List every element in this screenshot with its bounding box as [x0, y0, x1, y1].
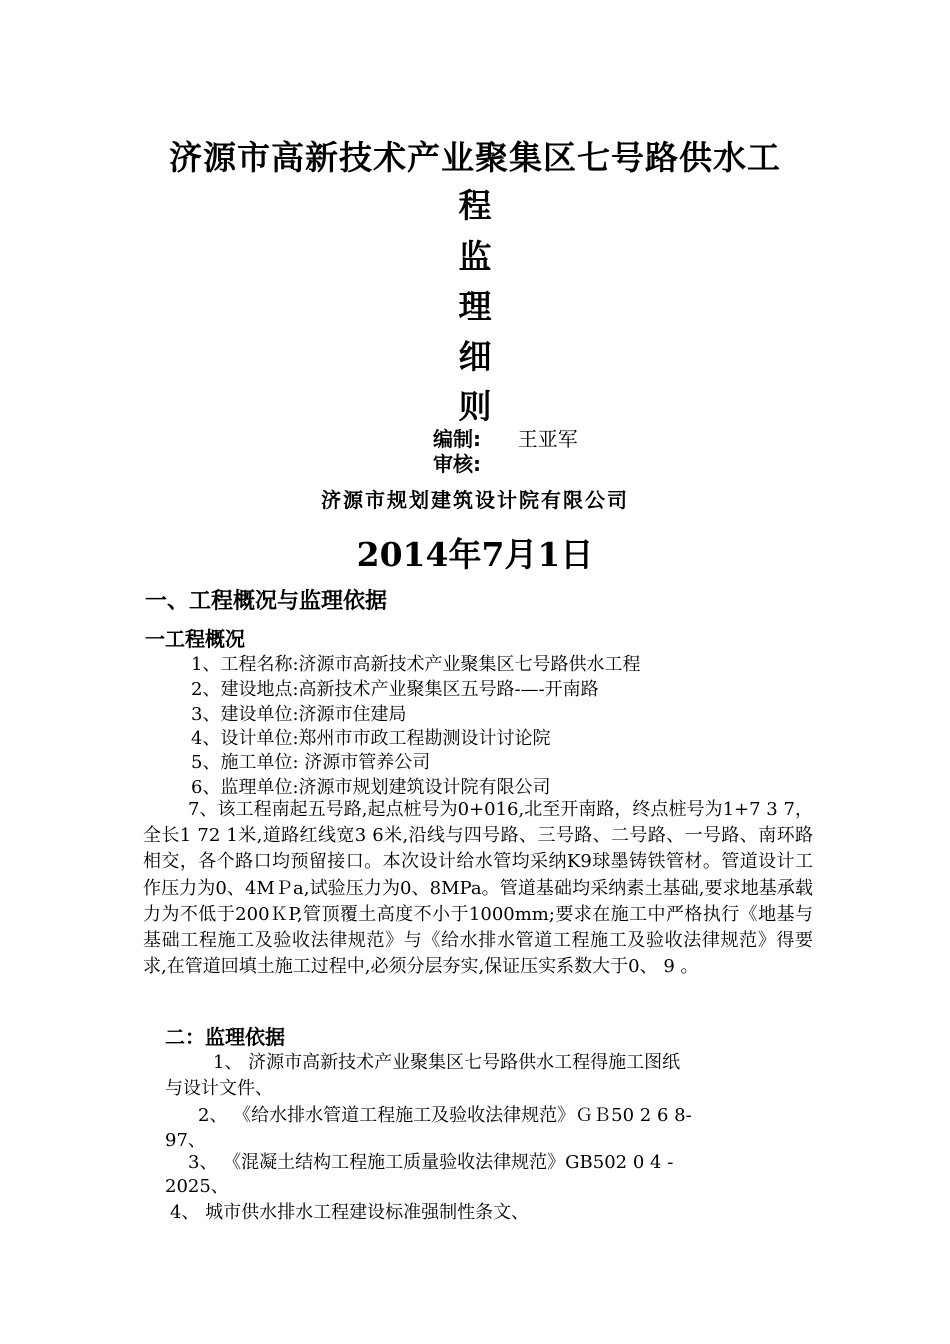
basis-item-3-line1: 3、 《混凝土结构工程施工质量验收法律规范》GB502 0 4 - [188, 1152, 674, 1173]
title-char-1: 监 [458, 237, 492, 276]
document-date: 2014年7月1日 [356, 535, 594, 574]
list-item: 5、施工单位: 济源市管养公司 [191, 752, 431, 773]
document-title-line1: 济源市高新技术产业聚集区七号路供水工 [169, 138, 781, 177]
reviewer-line [433, 448, 481, 477]
reviewer-label: 审核: [433, 452, 481, 476]
basis-item-4-line1: 4、 城市供水排水工程建设标准强制性条文、 [170, 1202, 530, 1223]
project-description-paragraph: 7、该工程南起五号路,起点桩号为0+016,北至开南路，终点桩号为1+7 3 7，全长1 72 1米,道路红线宽3 6米,沿线与四号路、三号路、二号路、一号路、南环路相交，各个路口均预留接口。本次设计给水管均采纳K9球墨铸铁管材。管道设计工作压力为0、4MＰa,试验压力为0、8MPa。管道基础均采纳素土基础,要求地基承载力为不低于200ＫP,管顶覆土高度不小于1000mm;要求在施工中严格执行《地基与基础工程施工及验收法律规范》与《给水排水管道工程施工及验收法律规范》得要求,在管道回填土施工过程中,必须分层夯实,保证压实系数大于0、 9 。 [143, 799, 813, 978]
basis-item-1-line1: 1、 济源市高新技术产业聚集区七号路供水工程得施工图纸 [213, 1052, 681, 1073]
section-heading: 一、工程概况与监理依据 [145, 589, 388, 614]
title-char-4: 则 [458, 387, 492, 426]
title-char-3: 细 [458, 337, 492, 376]
organization-name: 济源市规划建筑设计院有限公司 [321, 488, 629, 512]
compiler-name: 王亚军 [517, 427, 578, 451]
basis-item-1-line2: 与设计文件、 [165, 1078, 273, 1099]
basis-item-2-line1: 2、 《给水排水管道工程施工及验收法律规范》ＧＢ50 2 6 8- [198, 1105, 692, 1126]
compiler-label: 编制: [433, 427, 481, 451]
list-item: 3、建设单位:济源市住建局 [191, 704, 407, 725]
basis-item-2-line2: 97、 [165, 1130, 206, 1151]
document-title-line2: 程 [458, 186, 492, 225]
list-item: 4、设计单位:郑州市市政工程勘测设计讨论院 [191, 728, 551, 749]
title-char-2: 理 [458, 287, 492, 326]
subsection-heading-overview: 一工程概况 [145, 627, 245, 651]
list-item: 1、工程名称:济源市高新技术产业聚集区七号路供水工程 [191, 654, 641, 675]
basis-item-3-line2: 2025、 [165, 1176, 229, 1197]
list-item: 2、建设地点:高新技术产业聚集区五号路-—-开南路 [191, 679, 599, 700]
list-item: 6、监理单位:济源市规划建筑设计院有限公司 [191, 777, 551, 798]
subsection-heading-basis: 二：监理依据 [165, 1025, 285, 1049]
